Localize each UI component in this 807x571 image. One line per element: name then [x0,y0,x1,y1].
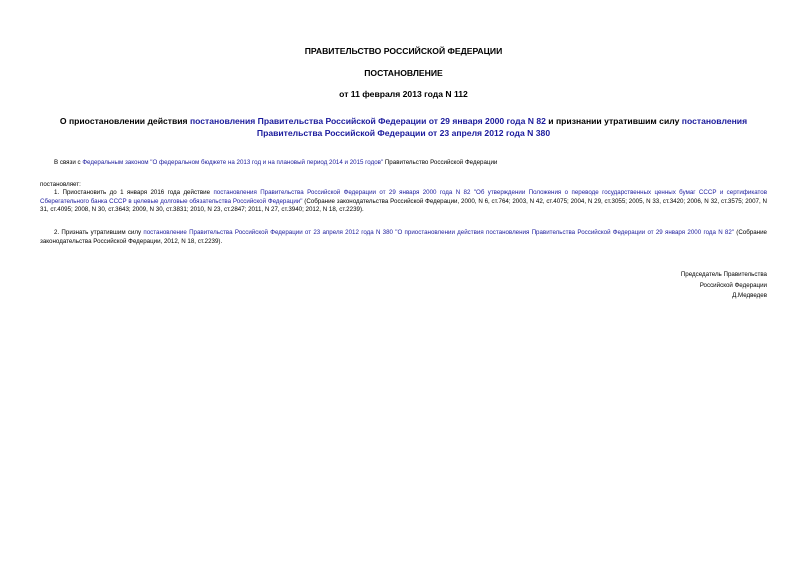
title-text-part1: О приостановлении действия [59,116,190,126]
paragraph-2 [40,229,767,246]
paragraph-1-prefix: 1. Приостановить до 1 января 2016 года действие [54,189,214,196]
document-title [40,116,767,139]
signature-position: Председатель Правительства [680,271,767,278]
document-kind-heading: ПОСТАНОВЛЕНИЕ [364,68,443,78]
signature-block [681,270,767,302]
title-text-part2: и признании утратившим силу [545,116,682,126]
paragraph-2-link[interactable]: постановление Правительства Российской Федерации от 23 апреля 2012 года N 380 "О приостановлении действия постановления Правительства Российской Федерации от 29 января 2000 года N 82" [143,229,735,236]
signature-country: Российской Федерации [699,281,767,289]
paragraph-1-link[interactable]: постановления Правительства Российской Федерации от 29 января 2000 года N 82 "Об утверждении Положения о переводе государственных ценных бумаг СССР и сертификатов Сберегательного банка СССР в целевые долговые обязательства Российской Федерации" [40,189,767,205]
intro-link-federal-law[interactable]: Федеральным законом "О федеральном бюджете на 2013 год и на плановый период 2014 и 2015 годов" [82,159,384,166]
government-heading: ПРАВИТЕЛЬСТВО РОССИЙСКОЙ ФЕДЕРАЦИИ [304,46,503,56]
title-link-resolution-82[interactable]: постановления Правительства Российской Федерации от 29 января 2000 года N 82 [189,116,546,126]
intro-paragraph [40,159,767,168]
intro-suffix: Правительство Российской Федерации [383,159,498,166]
paragraph-2-suffix: (Собрание законодательства Российской Федерации, 2012, N 18, ст.2239). [40,229,767,245]
resolve-text: постановляет: [40,181,81,188]
date-number-heading: от 11 февраля 2013 года N 112 [339,89,468,99]
intro-prefix: В связи с [54,159,83,166]
signature-name: Д.Медведев [732,292,767,299]
paragraph-1-suffix: (Собрание законодательства Российской Федерации, 2000, N 6, ст.764; 2003, N 42, ст.4075; 2004, N 29, ст.3055; 2005, N 33, ст.3420; 2006, N 32, ст.3575; 2007, N 31, ст.4095; 2008, N 30, ст.3643; 2009, N 30, ст.3831; 2010, N 23, ст.2847; 2011, N 27, ст.3940; 2012, N 18, ст.2239). [40,197,767,214]
paragraph-1 [40,189,767,215]
paragraph-2-prefix: 2. Признать утратившим силу [54,229,144,236]
title-link-resolution-380[interactable]: постановления Правительства Российской Федерации от 23 апреля 2012 года N 380 [256,116,748,138]
